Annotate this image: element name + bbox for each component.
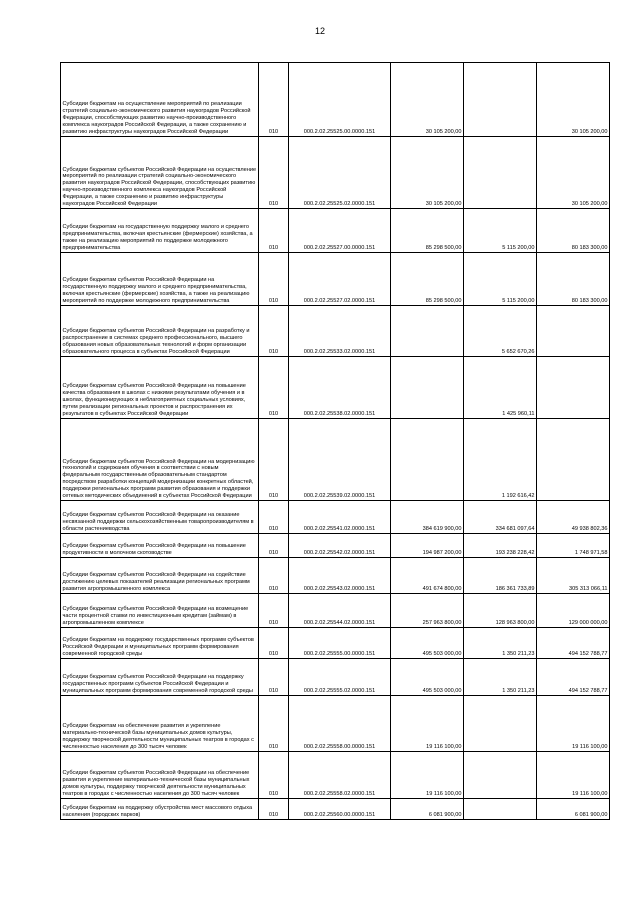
budget-classification-code-cell: 000.2.02.25544.02.0000.151 — [289, 594, 391, 628]
budget-classification-code-cell: 000.2.02.25541.02.0000.151 — [289, 501, 391, 534]
unexecuted-amount-cell: 494 152 788,77 — [537, 628, 610, 659]
table-row — [61, 628, 610, 659]
approved-amount-cell: 19 116 100,00 — [391, 752, 464, 799]
budget-classification-code-cell: 000.2.02.25525.00.0000.151 — [289, 63, 391, 137]
unexecuted-amount-cell — [537, 306, 610, 357]
budget-classification-code-cell: 000.2.02.25542.02.0000.151 — [289, 534, 391, 558]
approved-amount-cell: 257 963 800,00 — [391, 594, 464, 628]
approved-amount-cell: 495 503 000,00 — [391, 659, 464, 696]
income-name-cell: Субсидии бюджетам субъектов Российской Федерации на государственную поддержку малого и среднего предпринимательства, включая крестьянские (фермерские) хозяйства, а также на реализацию мероприятий по поддержке молодежного предпринимательства — [61, 253, 259, 306]
budget-table — [60, 62, 610, 820]
admin-code-cell: 010 — [259, 419, 289, 501]
budget-classification-code-cell: 000.2.02.25538.02.0000.151 — [289, 357, 391, 419]
executed-amount-cell: 5 652 670,26 — [464, 306, 537, 357]
executed-amount-cell — [464, 799, 537, 820]
budget-classification-code-cell: 000.2.02.25558.00.0000.151 — [289, 696, 391, 752]
table-row — [61, 357, 610, 419]
admin-code-cell: 010 — [259, 534, 289, 558]
table-row — [61, 799, 610, 820]
admin-code-cell: 010 — [259, 63, 289, 137]
income-name-cell: Субсидии бюджетам субъектов Российской Федерации на осуществление мероприятий по реализации стратегий социально-экономического развития наукоградов Российской Федерации, способствующих развитию научно-производственного комплекса наукоградов Российской Федерации, а также сохранению и развитию инфраструктуры наукоградов Российской Федерации — [61, 137, 259, 209]
income-name-cell: Субсидии бюджетам на обеспечение развития и укрепление материально-технической базы муниципальных домов культуры, поддержку творческой деятельности муниципальных театров в городах с численностью населения до 300 тысяч человек — [61, 696, 259, 752]
budget-classification-code-cell: 000.2.02.25527.00.0000.151 — [289, 209, 391, 253]
approved-amount-cell: 30 105 200,00 — [391, 137, 464, 209]
table-row — [61, 419, 610, 501]
approved-amount-cell: 85 298 500,00 — [391, 209, 464, 253]
income-name-cell: Субсидии бюджетам субъектов Российской Федерации на поддержку государственных программ субъектов Российской Федерации и муниципальных программ формирования современной городской среды — [61, 659, 259, 696]
unexecuted-amount-cell: 305 313 066,11 — [537, 558, 610, 594]
executed-amount-cell — [464, 63, 537, 137]
admin-code-cell: 010 — [259, 357, 289, 419]
income-name-cell: Субсидии бюджетам субъектов Российской Федерации на повышение качества образования в школах с низкими результатами обучения и в школах, функционирующих в неблагоприятных социальных условиях, путем реализации региональных проектов и распространения их результатов в субъектах Российской Федерации — [61, 357, 259, 419]
approved-amount-cell — [391, 306, 464, 357]
income-name-cell: Субсидии бюджетам субъектов Российской Федерации на повышение продуктивности в молочном скотоводстве — [61, 534, 259, 558]
admin-code-cell: 010 — [259, 253, 289, 306]
unexecuted-amount-cell: 129 000 000,00 — [537, 594, 610, 628]
unexecuted-amount-cell: 80 183 300,00 — [537, 253, 610, 306]
budget-classification-code-cell: 000.2.02.25543.02.0000.151 — [289, 558, 391, 594]
income-name-cell: Субсидии бюджетам субъектов Российской Федерации на обеспечение развития и укрепление материально-технической базы муниципальных домов культуры, поддержку творческой деятельности муниципальных театров в городах с численностью населения до 300 тысяч человек — [61, 752, 259, 799]
executed-amount-cell: 1 192 616,42 — [464, 419, 537, 501]
income-name-cell: Субсидии бюджетам субъектов Российской Федерации на содействие достижению целевых показателей реализации региональных программ развития агропромышленного комплекса — [61, 558, 259, 594]
budget-classification-code-cell: 000.2.02.25555.02.0000.151 — [289, 659, 391, 696]
admin-code-cell: 010 — [259, 137, 289, 209]
unexecuted-amount-cell: 30 105 200,00 — [537, 137, 610, 209]
budget-classification-code-cell: 000.2.02.25525.02.0000.151 — [289, 137, 391, 209]
table-row — [61, 306, 610, 357]
table-row — [61, 594, 610, 628]
table-row — [61, 534, 610, 558]
executed-amount-cell: 334 681 097,64 — [464, 501, 537, 534]
budget-table-body — [61, 63, 610, 820]
admin-code-cell: 010 — [259, 799, 289, 820]
unexecuted-amount-cell: 30 105 200,00 — [537, 63, 610, 137]
approved-amount-cell — [391, 419, 464, 501]
table-row — [61, 752, 610, 799]
income-name-cell: Субсидии бюджетам субъектов Российской Федерации на оказание несвязанной поддержки сельскохозяйственным товаропроизводителям в области растениеводства — [61, 501, 259, 534]
executed-amount-cell: 1 350 211,23 — [464, 659, 537, 696]
executed-amount-cell — [464, 752, 537, 799]
executed-amount-cell: 5 115 200,00 — [464, 253, 537, 306]
unexecuted-amount-cell — [537, 419, 610, 501]
admin-code-cell: 010 — [259, 306, 289, 357]
budget-classification-code-cell: 000.2.02.25539.02.0000.151 — [289, 419, 391, 501]
admin-code-cell: 010 — [259, 501, 289, 534]
table-row — [61, 209, 610, 253]
unexecuted-amount-cell: 19 116 100,00 — [537, 752, 610, 799]
table-row — [61, 501, 610, 534]
admin-code-cell: 010 — [259, 752, 289, 799]
approved-amount-cell: 6 081 900,00 — [391, 799, 464, 820]
admin-code-cell: 010 — [259, 659, 289, 696]
executed-amount-cell — [464, 137, 537, 209]
table-row — [61, 696, 610, 752]
unexecuted-amount-cell: 80 183 300,00 — [537, 209, 610, 253]
page-number: 12 — [314, 26, 325, 36]
budget-classification-code-cell: 000.2.02.25558.02.0000.151 — [289, 752, 391, 799]
unexecuted-amount-cell — [537, 357, 610, 419]
table-row — [61, 659, 610, 696]
budget-classification-code-cell: 000.2.02.25555.00.0000.151 — [289, 628, 391, 659]
income-name-cell: Субсидии бюджетам на поддержку обустройства мест массового отдыха населения (городских парков) — [61, 799, 259, 820]
unexecuted-amount-cell: 1 748 971,58 — [537, 534, 610, 558]
executed-amount-cell: 186 361 733,89 — [464, 558, 537, 594]
admin-code-cell: 010 — [259, 696, 289, 752]
approved-amount-cell: 194 987 200,00 — [391, 534, 464, 558]
income-name-cell: Субсидии бюджетам субъектов Российской Федерации на разработку и распространение в системах среднего профессионального, высшего образования новых образовательных технологий и форм организации образовательного процесса в субъектах Российской Федерации — [61, 306, 259, 357]
table-row — [61, 63, 610, 137]
unexecuted-amount-cell: 49 938 802,36 — [537, 501, 610, 534]
approved-amount-cell: 495 503 000,00 — [391, 628, 464, 659]
income-name-cell: Субсидии бюджетам субъектов Российской Федерации на возмещение части процентной ставки по инвестиционным кредитам (займам) в агропромышленном комплексе — [61, 594, 259, 628]
income-name-cell: Субсидии бюджетам на осуществление мероприятий по реализации стратегий социально-экономического развития наукоградов Российской Федерации, способствующих развитию научно-производственного комплекса наукоградов Российской Федерации, а также сохранению и развитию инфраструктуры наукоградов Российской Федерации — [61, 63, 259, 137]
admin-code-cell: 010 — [259, 558, 289, 594]
income-name-cell: Субсидии бюджетам субъектов Российской Федерации на модернизацию технологий и содержания обучения в соответствии с новым федеральным государственным образовательным стандартом посредством разработки концепций модернизации конкретных областей, поддержки региональных программ развития образования и поддержки сетевых методических объединений в субъектах Российской Федерации — [61, 419, 259, 501]
budget-classification-code-cell: 000.2.02.25533.02.0000.151 — [289, 306, 391, 357]
unexecuted-amount-cell: 6 081 900,00 — [537, 799, 610, 820]
income-name-cell: Субсидии бюджетам на поддержку государственных программ субъектов Российской Федерации и муниципальных программ формирования современной городской среды — [61, 628, 259, 659]
executed-amount-cell: 1 350 211,23 — [464, 628, 537, 659]
executed-amount-cell: 5 115 200,00 — [464, 209, 537, 253]
table-row — [61, 137, 610, 209]
admin-code-cell: 010 — [259, 594, 289, 628]
approved-amount-cell: 30 105 200,00 — [391, 63, 464, 137]
executed-amount-cell — [464, 696, 537, 752]
unexecuted-amount-cell: 494 152 788,77 — [537, 659, 610, 696]
executed-amount-cell: 193 238 228,42 — [464, 534, 537, 558]
admin-code-cell: 010 — [259, 628, 289, 659]
budget-classification-code-cell: 000.2.02.25527.02.0000.151 — [289, 253, 391, 306]
approved-amount-cell: 85 298 500,00 — [391, 253, 464, 306]
approved-amount-cell: 384 619 900,00 — [391, 501, 464, 534]
admin-code-cell: 010 — [259, 209, 289, 253]
table-row — [61, 558, 610, 594]
approved-amount-cell: 491 674 800,00 — [391, 558, 464, 594]
approved-amount-cell — [391, 357, 464, 419]
approved-amount-cell: 19 116 100,00 — [391, 696, 464, 752]
income-name-cell: Субсидии бюджетам на государственную поддержку малого и среднего предпринимательства, включая крестьянские (фермерские) хозяйства, а также на реализацию мероприятий по поддержке молодежного предпринимательства — [61, 209, 259, 253]
executed-amount-cell: 1 425 960,11 — [464, 357, 537, 419]
unexecuted-amount-cell: 19 116 100,00 — [537, 696, 610, 752]
budget-classification-code-cell: 000.2.02.25560.00.0000.151 — [289, 799, 391, 820]
executed-amount-cell: 128 963 800,00 — [464, 594, 537, 628]
table-row — [61, 253, 610, 306]
